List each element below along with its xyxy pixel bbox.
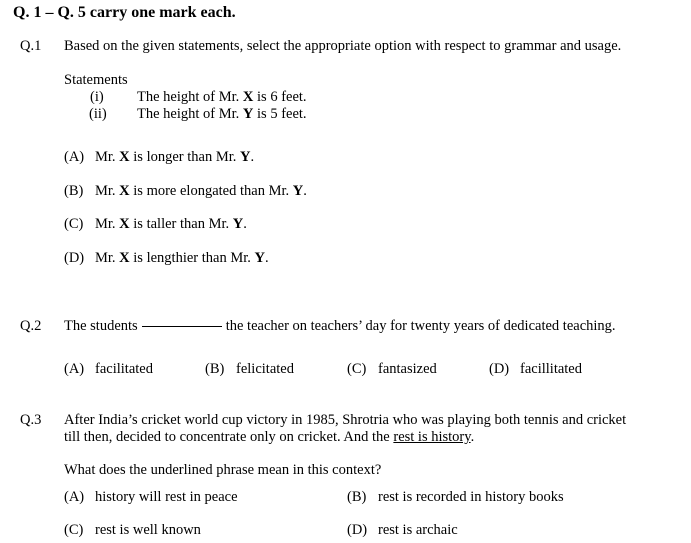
q1-stem: Based on the given statements, select the appropriate option with respect to grammar and usage.: [64, 38, 622, 54]
q2-option-b[interactable]: (B) felicitated: [205, 361, 294, 377]
q1-option-c[interactable]: (C) Mr. X is taller than Mr. Y.: [64, 216, 247, 232]
q2-option-c[interactable]: (C) fantasized: [347, 361, 437, 377]
q2-option-d[interactable]: (D) facillitated: [489, 361, 582, 377]
q3-option-b[interactable]: (B) rest is recorded in history books: [347, 489, 564, 505]
q3-passage-line2: till then, decided to concentrate only on cricket. And the rest is history.: [64, 429, 475, 445]
q2-option-a[interactable]: (A) facilitated: [64, 361, 153, 377]
q3-option-a[interactable]: (A) history will rest in peace: [64, 489, 238, 505]
q1-statement-label: (ii): [89, 106, 107, 122]
q2-stem: The students the teacher on teachers’ day for twenty years of dedicated teaching.: [64, 318, 616, 334]
q3-option-d[interactable]: (D) rest is archaic: [347, 522, 458, 538]
q3-number: Q.3: [20, 412, 42, 428]
q2-blank: [142, 326, 222, 327]
q1-option-b[interactable]: (B) Mr. X is more elongated than Mr. Y.: [64, 183, 307, 199]
q1-statement-label: (i): [90, 89, 104, 105]
q1-statement-text: The height of Mr. X is 6 feet.: [137, 89, 307, 105]
q1-option-d[interactable]: (D) Mr. X is lengthier than Mr. Y.: [64, 250, 269, 266]
section-heading: Q. 1 – Q. 5 carry one mark each.: [13, 4, 236, 21]
q3-passage-line1: After India’s cricket world cup victory in 1985, Shrotria who was playing both tennis and cricket: [64, 412, 627, 428]
q3-question: What does the underlined phrase mean in this context?: [64, 462, 382, 478]
q3-option-c[interactable]: (C) rest is well known: [64, 522, 201, 538]
q2-number: Q.2: [20, 318, 42, 334]
q1-number: Q.1: [20, 38, 42, 54]
q1-statement-text: The height of Mr. Y is 5 feet.: [137, 106, 307, 122]
q1-statements-title: Statements: [64, 72, 128, 88]
q1-option-a[interactable]: (A) Mr. X is longer than Mr. Y.: [64, 149, 255, 165]
underlined-phrase: rest is history: [393, 429, 471, 445]
